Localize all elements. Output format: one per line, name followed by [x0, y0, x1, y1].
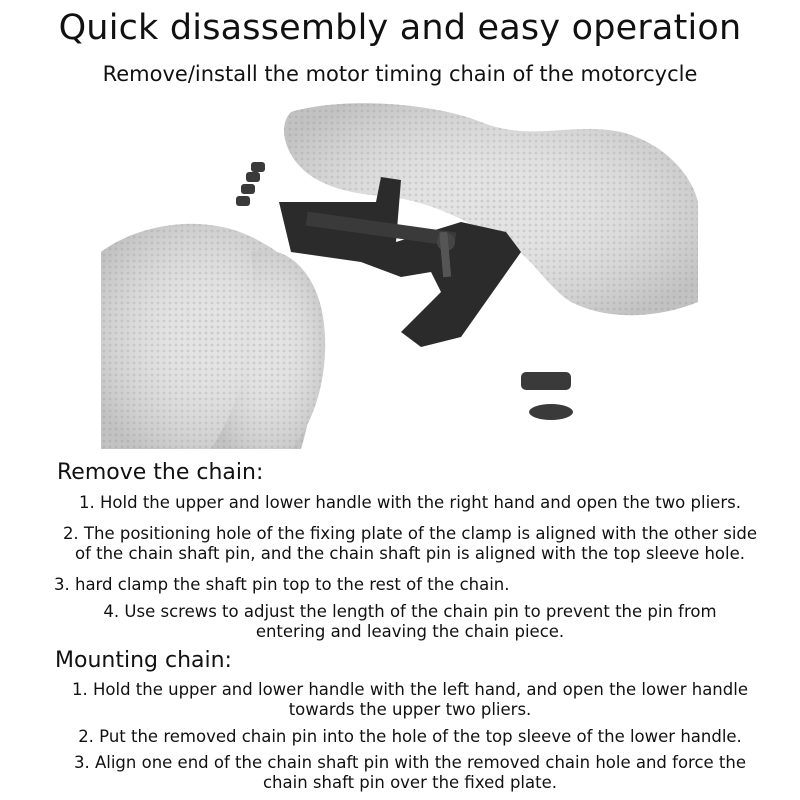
page-subtitle: Remove/install the motor timing chain of the motorcycle: [102, 62, 698, 86]
remove-step-4: 4. Use screws to adjust the length of the chain pin to prevent the pin from entering and leaving the chain piece.: [103, 602, 717, 641]
remove-chain-heading: Remove the chain:: [57, 460, 264, 485]
remove-step-3: 3. hard clamp the shaft pin top to the rest of the chain.: [54, 575, 510, 594]
product-photo: [101, 102, 698, 449]
chain-tool-illustration: [101, 102, 698, 449]
mount-step-3: 3. Align one end of the chain shaft pin with the removed chain hole and force the chain shaft pin over the fixed plate.: [73, 753, 747, 792]
remove-step-1: 1. Hold the upper and lower handle with the right hand and open the two pliers.: [79, 493, 741, 512]
mounting-chain-heading: Mounting chain:: [55, 648, 232, 673]
mount-step-2: 2. Put the removed chain pin into the hole of the top sleeve of the lower handle.: [78, 727, 742, 746]
page-title: Quick disassembly and easy operation: [58, 8, 742, 48]
mount-step-1: 1. Hold the upper and lower handle with the left hand, and open the lower handle towards the upper two pliers.: [72, 680, 748, 719]
remove-step-2: 2. The positioning hole of the fixing plate of the clamp is aligned with the other side of the chain shaft pin, and the chain shaft pin is aligned with the top sleeve hole.: [62, 524, 758, 563]
